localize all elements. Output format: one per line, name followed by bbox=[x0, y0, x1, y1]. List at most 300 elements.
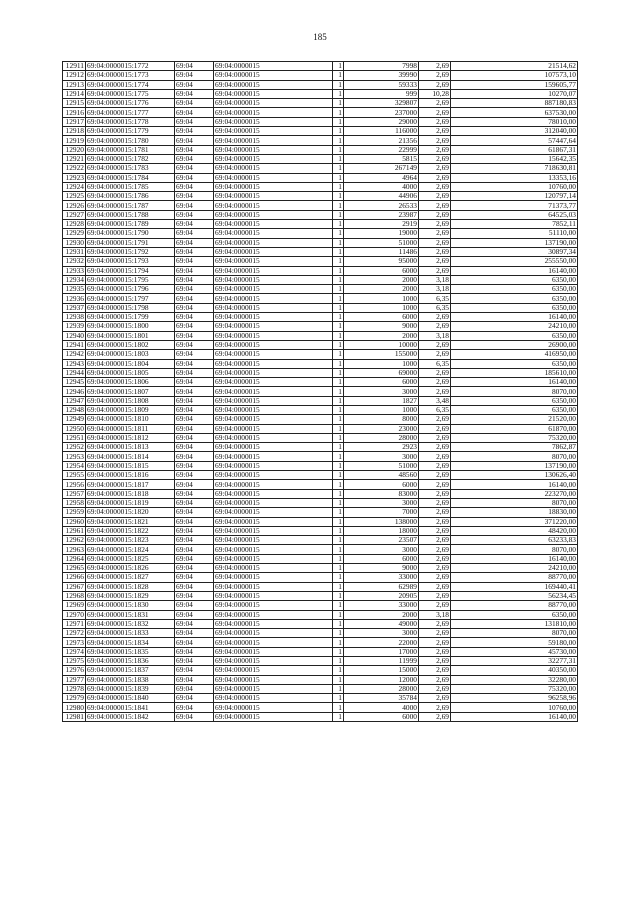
row-number-cell: 12940 bbox=[63, 331, 86, 340]
area-cell: 23987 bbox=[344, 210, 419, 219]
area-cell: 23507 bbox=[344, 536, 419, 545]
quarter-number-cell: 69:04:0000015 bbox=[214, 703, 333, 712]
quarter-number-cell: 69:04:0000015 bbox=[214, 313, 333, 322]
quarter-number-cell: 69:04:0000015 bbox=[214, 545, 333, 554]
table-row bbox=[63, 415, 578, 424]
district-code-cell: 69:04 bbox=[175, 443, 214, 452]
cadastral-number-cell: 69:04:0000015:1824 bbox=[86, 545, 175, 554]
specific-value-cell: 2,69 bbox=[419, 136, 451, 145]
row-number-cell: 12950 bbox=[63, 424, 86, 433]
count-cell: 1 bbox=[333, 424, 344, 433]
specific-value-cell: 2,69 bbox=[419, 582, 451, 591]
cadastral-number-cell: 69:04:0000015:1801 bbox=[86, 331, 175, 340]
row-number-cell: 12955 bbox=[63, 471, 86, 480]
row-number-cell: 12942 bbox=[63, 350, 86, 359]
district-code-cell: 69:04 bbox=[175, 526, 214, 535]
count-cell: 1 bbox=[333, 712, 344, 721]
quarter-number-cell: 69:04:0000015 bbox=[214, 238, 333, 247]
cadastral-number-cell: 69:04:0000015:1773 bbox=[86, 71, 175, 80]
count-cell: 1 bbox=[333, 145, 344, 154]
area-cell: 33000 bbox=[344, 601, 419, 610]
cadastral-value-cell: 8070,00 bbox=[451, 387, 578, 396]
quarter-number-cell: 69:04:0000015 bbox=[214, 340, 333, 349]
table-row bbox=[63, 443, 578, 452]
cadastral-number-cell: 69:04:0000015:1825 bbox=[86, 554, 175, 563]
specific-value-cell: 2,69 bbox=[419, 71, 451, 80]
area-cell: 6000 bbox=[344, 712, 419, 721]
table-row bbox=[63, 405, 578, 414]
row-number-cell: 12959 bbox=[63, 508, 86, 517]
quarter-number-cell: 69:04:0000015 bbox=[214, 378, 333, 387]
district-code-cell: 69:04 bbox=[175, 368, 214, 377]
area-cell: 6000 bbox=[344, 313, 419, 322]
district-code-cell: 69:04 bbox=[175, 257, 214, 266]
quarter-number-cell: 69:04:0000015 bbox=[214, 536, 333, 545]
district-code-cell: 69:04 bbox=[175, 647, 214, 656]
area-cell: 1000 bbox=[344, 405, 419, 414]
count-cell: 1 bbox=[333, 554, 344, 563]
count-cell: 1 bbox=[333, 461, 344, 470]
cadastral-value-cell: 8070,00 bbox=[451, 545, 578, 554]
district-code-cell: 69:04 bbox=[175, 220, 214, 229]
count-cell: 1 bbox=[333, 275, 344, 284]
quarter-number-cell: 69:04:0000015 bbox=[214, 489, 333, 498]
row-number-cell: 12972 bbox=[63, 629, 86, 638]
count-cell: 1 bbox=[333, 136, 344, 145]
table-row bbox=[63, 340, 578, 349]
cadastral-number-cell: 69:04:0000015:1832 bbox=[86, 619, 175, 628]
area-cell: 12000 bbox=[344, 675, 419, 684]
area-cell: 4000 bbox=[344, 182, 419, 191]
count-cell: 1 bbox=[333, 164, 344, 173]
district-code-cell: 69:04 bbox=[175, 89, 214, 98]
district-code-cell: 69:04 bbox=[175, 117, 214, 126]
row-number-cell: 12978 bbox=[63, 684, 86, 693]
count-cell: 1 bbox=[333, 192, 344, 201]
cadastral-number-cell: 69:04:0000015:1827 bbox=[86, 573, 175, 582]
district-code-cell: 69:04 bbox=[175, 536, 214, 545]
quarter-number-cell: 69:04:0000015 bbox=[214, 433, 333, 442]
row-number-cell: 12928 bbox=[63, 220, 86, 229]
cadastral-number-cell: 69:04:0000015:1789 bbox=[86, 220, 175, 229]
count-cell: 1 bbox=[333, 247, 344, 256]
cadastral-number-cell: 69:04:0000015:1802 bbox=[86, 340, 175, 349]
count-cell: 1 bbox=[333, 405, 344, 414]
quarter-number-cell: 69:04:0000015 bbox=[214, 266, 333, 275]
cadastral-number-cell: 69:04:0000015:1777 bbox=[86, 108, 175, 117]
specific-value-cell: 2,69 bbox=[419, 415, 451, 424]
cadastral-value-cell: 131810,00 bbox=[451, 619, 578, 628]
cadastral-value-cell: 6350,00 bbox=[451, 294, 578, 303]
area-cell: 20905 bbox=[344, 591, 419, 600]
table-row bbox=[63, 145, 578, 154]
cadastral-number-cell: 69:04:0000015:1787 bbox=[86, 201, 175, 210]
count-cell: 1 bbox=[333, 294, 344, 303]
count-cell: 1 bbox=[333, 266, 344, 275]
cadastral-number-cell: 69:04:0000015:1821 bbox=[86, 517, 175, 526]
row-number-cell: 12925 bbox=[63, 192, 86, 201]
table-row bbox=[63, 313, 578, 322]
cadastral-number-cell: 69:04:0000015:1837 bbox=[86, 666, 175, 675]
cadastral-value-cell: 24210,00 bbox=[451, 322, 578, 331]
cadastral-value-cell: 88770,00 bbox=[451, 601, 578, 610]
area-cell: 329807 bbox=[344, 99, 419, 108]
cadastral-value-cell: 16140,00 bbox=[451, 480, 578, 489]
cadastral-value-cell: 107573,10 bbox=[451, 71, 578, 80]
count-cell: 1 bbox=[333, 452, 344, 461]
row-number-cell: 12979 bbox=[63, 694, 86, 703]
cadastral-value-cell: 24210,00 bbox=[451, 564, 578, 573]
district-code-cell: 69:04 bbox=[175, 294, 214, 303]
count-cell: 1 bbox=[333, 387, 344, 396]
cadastral-value-cell: 6350,00 bbox=[451, 359, 578, 368]
row-number-cell: 12923 bbox=[63, 173, 86, 182]
quarter-number-cell: 69:04:0000015 bbox=[214, 471, 333, 480]
cadastral-number-cell: 69:04:0000015:1820 bbox=[86, 508, 175, 517]
table-row bbox=[63, 89, 578, 98]
quarter-number-cell: 69:04:0000015 bbox=[214, 62, 333, 71]
specific-value-cell: 2,69 bbox=[419, 657, 451, 666]
district-code-cell: 69:04 bbox=[175, 573, 214, 582]
cadastral-number-cell: 69:04:0000015:1840 bbox=[86, 694, 175, 703]
specific-value-cell: 2,69 bbox=[419, 433, 451, 442]
district-code-cell: 69:04 bbox=[175, 694, 214, 703]
row-number-cell: 12941 bbox=[63, 340, 86, 349]
table-row bbox=[63, 703, 578, 712]
cadastral-number-cell: 69:04:0000015:1784 bbox=[86, 173, 175, 182]
table-row bbox=[63, 498, 578, 507]
table-row bbox=[63, 359, 578, 368]
area-cell: 33000 bbox=[344, 573, 419, 582]
count-cell: 1 bbox=[333, 582, 344, 591]
cadastral-value-cell: 45730,00 bbox=[451, 647, 578, 656]
row-number-cell: 12953 bbox=[63, 452, 86, 461]
row-number-cell: 12935 bbox=[63, 285, 86, 294]
cadastral-value-cell: 718630,81 bbox=[451, 164, 578, 173]
row-number-cell: 12912 bbox=[63, 71, 86, 80]
row-number-cell: 12944 bbox=[63, 368, 86, 377]
specific-value-cell: 6,35 bbox=[419, 359, 451, 368]
count-cell: 1 bbox=[333, 415, 344, 424]
specific-value-cell: 2,69 bbox=[419, 378, 451, 387]
count-cell: 1 bbox=[333, 471, 344, 480]
cadastral-number-cell: 69:04:0000015:1779 bbox=[86, 127, 175, 136]
specific-value-cell: 2,69 bbox=[419, 229, 451, 238]
row-number-cell: 12957 bbox=[63, 489, 86, 498]
quarter-number-cell: 69:04:0000015 bbox=[214, 443, 333, 452]
cadastral-number-cell: 69:04:0000015:1819 bbox=[86, 498, 175, 507]
table-row bbox=[63, 526, 578, 535]
row-number-cell: 12949 bbox=[63, 415, 86, 424]
area-cell: 5815 bbox=[344, 154, 419, 163]
area-cell: 59333 bbox=[344, 80, 419, 89]
specific-value-cell: 2,69 bbox=[419, 443, 451, 452]
district-code-cell: 69:04 bbox=[175, 480, 214, 489]
quarter-number-cell: 69:04:0000015 bbox=[214, 154, 333, 163]
district-code-cell: 69:04 bbox=[175, 517, 214, 526]
cadastral-value-cell: 255550,00 bbox=[451, 257, 578, 266]
district-code-cell: 69:04 bbox=[175, 378, 214, 387]
specific-value-cell: 10,28 bbox=[419, 89, 451, 98]
count-cell: 1 bbox=[333, 591, 344, 600]
cadastral-number-cell: 69:04:0000015:1818 bbox=[86, 489, 175, 498]
area-cell: 7998 bbox=[344, 62, 419, 71]
area-cell: 999 bbox=[344, 89, 419, 98]
district-code-cell: 69:04 bbox=[175, 164, 214, 173]
table-row bbox=[63, 71, 578, 80]
district-code-cell: 69:04 bbox=[175, 424, 214, 433]
area-cell: 2923 bbox=[344, 443, 419, 452]
quarter-number-cell: 69:04:0000015 bbox=[214, 591, 333, 600]
specific-value-cell: 2,69 bbox=[419, 62, 451, 71]
district-code-cell: 69:04 bbox=[175, 703, 214, 712]
district-code-cell: 69:04 bbox=[175, 127, 214, 136]
cadastral-number-cell: 69:04:0000015:1774 bbox=[86, 80, 175, 89]
quarter-number-cell: 69:04:0000015 bbox=[214, 424, 333, 433]
cadastral-value-cell: 6350,00 bbox=[451, 275, 578, 284]
row-number-cell: 12939 bbox=[63, 322, 86, 331]
cadastral-value-cell: 10760,00 bbox=[451, 182, 578, 191]
row-number-cell: 12952 bbox=[63, 443, 86, 452]
district-code-cell: 69:04 bbox=[175, 210, 214, 219]
row-number-cell: 12954 bbox=[63, 461, 86, 470]
cadastral-value-table bbox=[62, 61, 578, 722]
specific-value-cell: 2,69 bbox=[419, 461, 451, 470]
cadastral-number-cell: 69:04:0000015:1785 bbox=[86, 182, 175, 191]
table-row bbox=[63, 117, 578, 126]
count-cell: 1 bbox=[333, 359, 344, 368]
table-row bbox=[63, 201, 578, 210]
cadastral-number-cell: 69:04:0000015:1780 bbox=[86, 136, 175, 145]
quarter-number-cell: 69:04:0000015 bbox=[214, 192, 333, 201]
district-code-cell: 69:04 bbox=[175, 173, 214, 182]
cadastral-value-cell: 137190,00 bbox=[451, 238, 578, 247]
cadastral-value-cell: 6350,00 bbox=[451, 610, 578, 619]
cadastral-number-cell: 69:04:0000015:1778 bbox=[86, 117, 175, 126]
cadastral-number-cell: 69:04:0000015:1834 bbox=[86, 638, 175, 647]
district-code-cell: 69:04 bbox=[175, 545, 214, 554]
count-cell: 1 bbox=[333, 675, 344, 684]
district-code-cell: 69:04 bbox=[175, 275, 214, 284]
area-cell: 1000 bbox=[344, 294, 419, 303]
table-row bbox=[63, 684, 578, 693]
table-row bbox=[63, 108, 578, 117]
specific-value-cell: 2,69 bbox=[419, 694, 451, 703]
specific-value-cell: 3,18 bbox=[419, 285, 451, 294]
specific-value-cell: 2,69 bbox=[419, 80, 451, 89]
cadastral-number-cell: 69:04:0000015:1839 bbox=[86, 684, 175, 693]
table-row bbox=[63, 294, 578, 303]
quarter-number-cell: 69:04:0000015 bbox=[214, 257, 333, 266]
cadastral-number-cell: 69:04:0000015:1790 bbox=[86, 229, 175, 238]
count-cell: 1 bbox=[333, 647, 344, 656]
table-row bbox=[63, 647, 578, 656]
cadastral-value-cell: 312040,00 bbox=[451, 127, 578, 136]
cadastral-number-cell: 69:04:0000015:1803 bbox=[86, 350, 175, 359]
quarter-number-cell: 69:04:0000015 bbox=[214, 331, 333, 340]
cadastral-value-cell: 6350,00 bbox=[451, 285, 578, 294]
district-code-cell: 69:04 bbox=[175, 610, 214, 619]
row-number-cell: 12929 bbox=[63, 229, 86, 238]
table-row bbox=[63, 210, 578, 219]
row-number-cell: 12970 bbox=[63, 610, 86, 619]
district-code-cell: 69:04 bbox=[175, 303, 214, 312]
cadastral-value-cell: 21514,62 bbox=[451, 62, 578, 71]
quarter-number-cell: 69:04:0000015 bbox=[214, 564, 333, 573]
area-cell: 29000 bbox=[344, 117, 419, 126]
cadastral-value-cell: 8070,00 bbox=[451, 498, 578, 507]
quarter-number-cell: 69:04:0000015 bbox=[214, 229, 333, 238]
count-cell: 1 bbox=[333, 573, 344, 582]
count-cell: 1 bbox=[333, 526, 344, 535]
quarter-number-cell: 69:04:0000015 bbox=[214, 368, 333, 377]
table-row bbox=[63, 378, 578, 387]
district-code-cell: 69:04 bbox=[175, 591, 214, 600]
cadastral-number-cell: 69:04:0000015:1794 bbox=[86, 266, 175, 275]
table-row bbox=[63, 229, 578, 238]
count-cell: 1 bbox=[333, 117, 344, 126]
quarter-number-cell: 69:04:0000015 bbox=[214, 461, 333, 470]
area-cell: 48560 bbox=[344, 471, 419, 480]
district-code-cell: 69:04 bbox=[175, 675, 214, 684]
specific-value-cell: 2,69 bbox=[419, 498, 451, 507]
count-cell: 1 bbox=[333, 210, 344, 219]
count-cell: 1 bbox=[333, 657, 344, 666]
row-number-cell: 12980 bbox=[63, 703, 86, 712]
cadastral-value-cell: 6350,00 bbox=[451, 405, 578, 414]
quarter-number-cell: 69:04:0000015 bbox=[214, 684, 333, 693]
area-cell: 44906 bbox=[344, 192, 419, 201]
specific-value-cell: 2,69 bbox=[419, 173, 451, 182]
area-cell: 21356 bbox=[344, 136, 419, 145]
cadastral-value-cell: 8070,00 bbox=[451, 452, 578, 461]
area-cell: 3000 bbox=[344, 629, 419, 638]
quarter-number-cell: 69:04:0000015 bbox=[214, 675, 333, 684]
cadastral-value-cell: 26900,00 bbox=[451, 340, 578, 349]
district-code-cell: 69:04 bbox=[175, 498, 214, 507]
cadastral-number-cell: 69:04:0000015:1807 bbox=[86, 387, 175, 396]
cadastral-number-cell: 69:04:0000015:1797 bbox=[86, 294, 175, 303]
cadastral-number-cell: 69:04:0000015:1830 bbox=[86, 601, 175, 610]
table-row bbox=[63, 266, 578, 275]
district-code-cell: 69:04 bbox=[175, 266, 214, 275]
table-row bbox=[63, 452, 578, 461]
district-code-cell: 69:04 bbox=[175, 619, 214, 628]
count-cell: 1 bbox=[333, 331, 344, 340]
cadastral-number-cell: 69:04:0000015:1828 bbox=[86, 582, 175, 591]
table-row bbox=[63, 712, 578, 721]
table-row bbox=[63, 331, 578, 340]
cadastral-value-cell: 10760,00 bbox=[451, 703, 578, 712]
quarter-number-cell: 69:04:0000015 bbox=[214, 480, 333, 489]
specific-value-cell: 2,69 bbox=[419, 675, 451, 684]
count-cell: 1 bbox=[333, 498, 344, 507]
district-code-cell: 69:04 bbox=[175, 657, 214, 666]
district-code-cell: 69:04 bbox=[175, 285, 214, 294]
row-number-cell: 12913 bbox=[63, 80, 86, 89]
count-cell: 1 bbox=[333, 340, 344, 349]
specific-value-cell: 2,69 bbox=[419, 536, 451, 545]
area-cell: 49000 bbox=[344, 619, 419, 628]
cadastral-number-cell: 69:04:0000015:1776 bbox=[86, 99, 175, 108]
count-cell: 1 bbox=[333, 666, 344, 675]
district-code-cell: 69:04 bbox=[175, 108, 214, 117]
quarter-number-cell: 69:04:0000015 bbox=[214, 164, 333, 173]
row-number-cell: 12966 bbox=[63, 573, 86, 582]
quarter-number-cell: 69:04:0000015 bbox=[214, 629, 333, 638]
table-row bbox=[63, 182, 578, 191]
row-number-cell: 12968 bbox=[63, 591, 86, 600]
table-row bbox=[63, 489, 578, 498]
quarter-number-cell: 69:04:0000015 bbox=[214, 210, 333, 219]
quarter-number-cell: 69:04:0000015 bbox=[214, 647, 333, 656]
count-cell: 1 bbox=[333, 89, 344, 98]
specific-value-cell: 2,69 bbox=[419, 210, 451, 219]
count-cell: 1 bbox=[333, 489, 344, 498]
cadastral-number-cell: 69:04:0000015:1791 bbox=[86, 238, 175, 247]
quarter-number-cell: 69:04:0000015 bbox=[214, 657, 333, 666]
table-row bbox=[63, 666, 578, 675]
area-cell: 10000 bbox=[344, 340, 419, 349]
area-cell: 35784 bbox=[344, 694, 419, 703]
row-number-cell: 12916 bbox=[63, 108, 86, 117]
specific-value-cell: 2,69 bbox=[419, 340, 451, 349]
count-cell: 1 bbox=[333, 62, 344, 71]
district-code-cell: 69:04 bbox=[175, 62, 214, 71]
row-number-cell: 12948 bbox=[63, 405, 86, 414]
area-cell: 11999 bbox=[344, 657, 419, 666]
specific-value-cell: 3,18 bbox=[419, 610, 451, 619]
cadastral-value-cell: 6350,00 bbox=[451, 303, 578, 312]
cadastral-value-cell: 185610,00 bbox=[451, 368, 578, 377]
district-code-cell: 69:04 bbox=[175, 508, 214, 517]
table-row bbox=[63, 257, 578, 266]
count-cell: 1 bbox=[333, 694, 344, 703]
row-number-cell: 12976 bbox=[63, 666, 86, 675]
row-number-cell: 12920 bbox=[63, 145, 86, 154]
district-code-cell: 69:04 bbox=[175, 638, 214, 647]
count-cell: 1 bbox=[333, 127, 344, 136]
district-code-cell: 69:04 bbox=[175, 396, 214, 405]
quarter-number-cell: 69:04:0000015 bbox=[214, 517, 333, 526]
count-cell: 1 bbox=[333, 285, 344, 294]
cadastral-number-cell: 69:04:0000015:1793 bbox=[86, 257, 175, 266]
row-number-cell: 12963 bbox=[63, 545, 86, 554]
area-cell: 138000 bbox=[344, 517, 419, 526]
specific-value-cell: 2,69 bbox=[419, 452, 451, 461]
row-number-cell: 12932 bbox=[63, 257, 86, 266]
table-row bbox=[63, 638, 578, 647]
table-row bbox=[63, 573, 578, 582]
quarter-number-cell: 69:04:0000015 bbox=[214, 303, 333, 312]
cadastral-number-cell: 69:04:0000015:1775 bbox=[86, 89, 175, 98]
area-cell: 7000 bbox=[344, 508, 419, 517]
area-cell: 9000 bbox=[344, 564, 419, 573]
row-number-cell: 12927 bbox=[63, 210, 86, 219]
cadastral-value-cell: 30897,34 bbox=[451, 247, 578, 256]
row-number-cell: 12919 bbox=[63, 136, 86, 145]
count-cell: 1 bbox=[333, 238, 344, 247]
cadastral-number-cell: 69:04:0000015:1800 bbox=[86, 322, 175, 331]
specific-value-cell: 2,69 bbox=[419, 368, 451, 377]
specific-value-cell: 2,69 bbox=[419, 508, 451, 517]
area-cell: 2919 bbox=[344, 220, 419, 229]
area-cell: 1827 bbox=[344, 396, 419, 405]
cadastral-value-cell: 59180,00 bbox=[451, 638, 578, 647]
count-cell: 1 bbox=[333, 545, 344, 554]
cadastral-value-cell: 61870,00 bbox=[451, 424, 578, 433]
area-cell: 17000 bbox=[344, 647, 419, 656]
